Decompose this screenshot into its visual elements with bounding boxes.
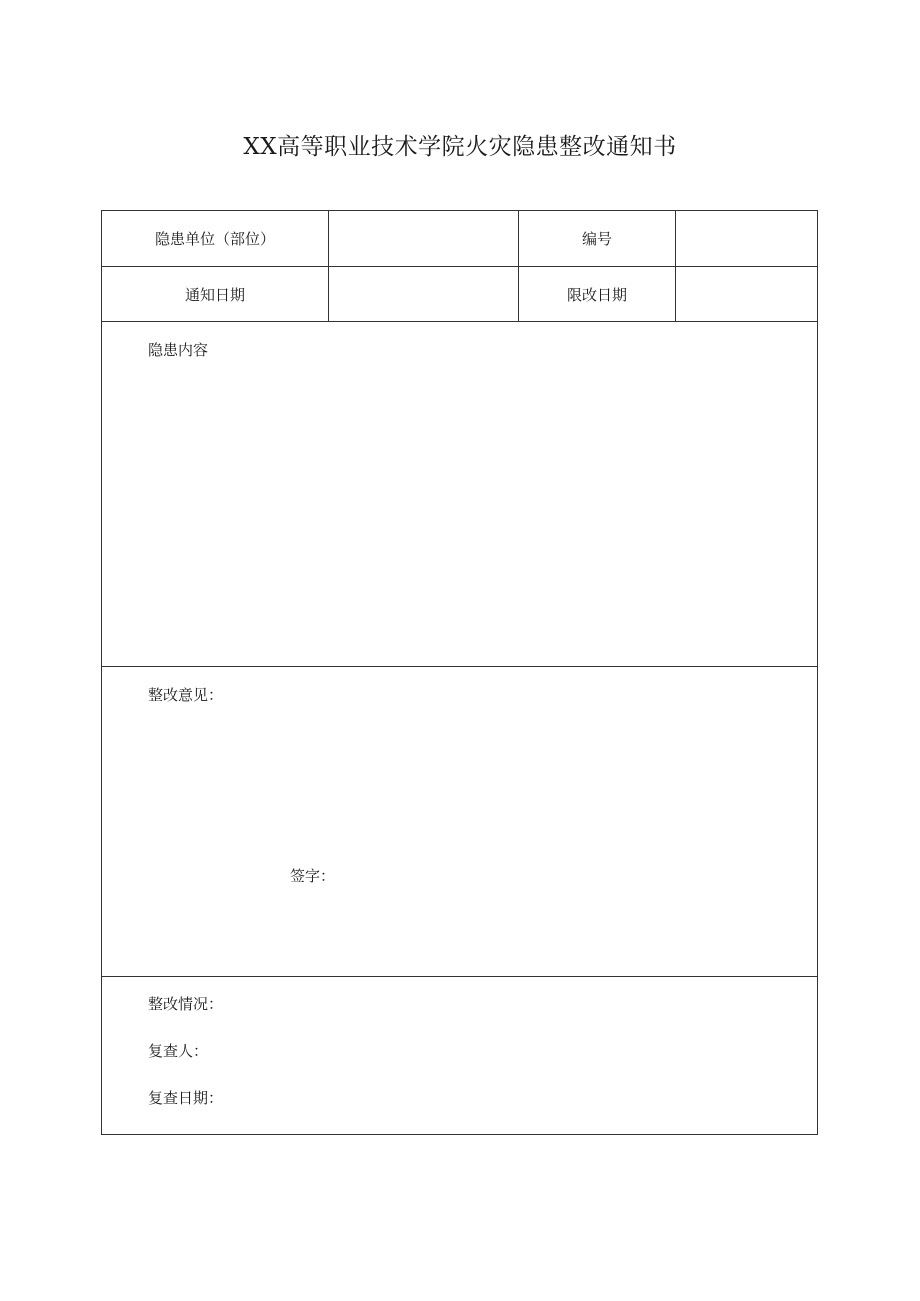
unit-field[interactable] [328, 211, 518, 266]
document-title: XX高等职业技术学院火灾隐患整改通知书 [243, 134, 677, 160]
deadline-label: 限改日期 [518, 267, 675, 321]
number-field[interactable] [675, 211, 817, 266]
opinion-section[interactable] [102, 666, 817, 976]
unit-label: 隐患单位（部位） [154, 230, 275, 248]
hazard-content-section[interactable] [102, 321, 817, 666]
hazard-content-label: 隐患内容 [148, 341, 209, 359]
review-date-label: 复查日期： [148, 1089, 224, 1107]
form-row-unit [102, 211, 817, 266]
signature-label: 签字： [290, 867, 336, 885]
review-section[interactable] [102, 976, 817, 1134]
status-label: 整改情况： [148, 995, 224, 1013]
form-row-dates [102, 266, 817, 321]
reviewer-label: 复查人： [148, 1042, 209, 1060]
opinion-label: 整改意见： [148, 686, 224, 704]
notice-date-field[interactable] [328, 267, 518, 321]
number-label: 编号 [518, 211, 675, 266]
deadline-field[interactable] [675, 267, 817, 321]
notice-date-label: 通知日期 [184, 285, 245, 304]
notice-form-table [101, 210, 818, 1135]
